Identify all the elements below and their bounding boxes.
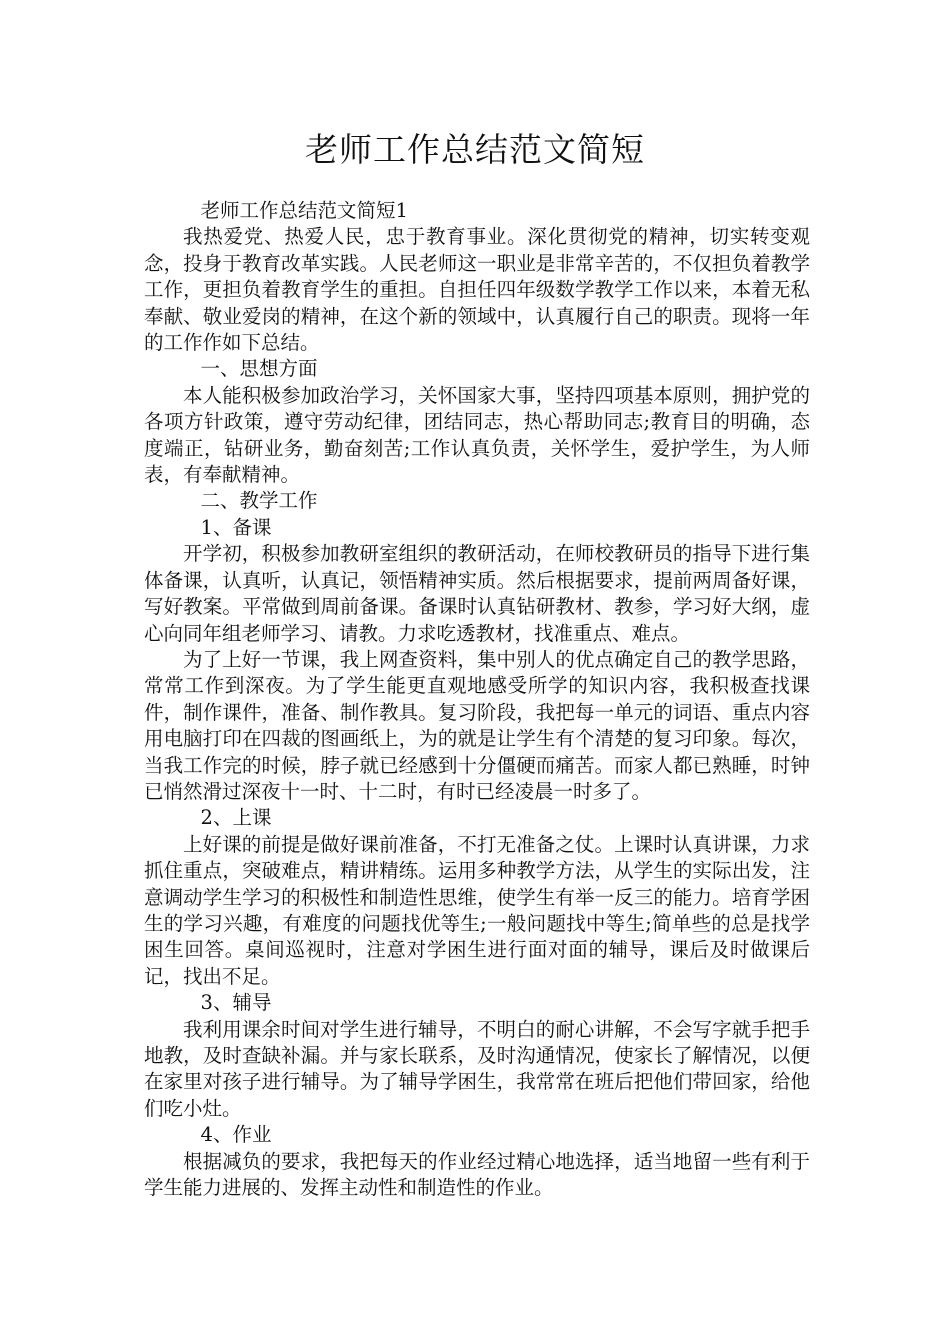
body-paragraph: 开学初，积极参加教研室组织的教研活动，在师校教研员的指导下进行集体备课，认真听，认真记，领悟精神实质。然后根据要求，提前两周备好课，写好教案。平常做到周前备课。备课时认真钻研教材、教参，学习好大纲，虚心向同年组老师学习、请教。力求吃透教材，找准重点、难点。 <box>144 542 810 645</box>
section-heading: 二、教学工作 <box>200 489 318 513</box>
body-paragraph: 根据减负的要求，我把每天的作业经过精心地选择，适当地留一些有利于学生能力进展的、发挥主动性和制造性的作业。 <box>144 1149 810 1200</box>
section-heading: 一、思想方面 <box>200 357 318 381</box>
paragraph-list <box>144 224 810 1201</box>
section-heading: 3、辅导 <box>200 991 272 1015</box>
section-subtitle: 老师工作总结范文简短1 <box>200 199 408 222</box>
section-heading: 1、备课 <box>200 515 272 539</box>
document-body <box>144 198 810 1201</box>
body-paragraph: 本人能积极参加政治学习，关怀国家大事，坚持四项基本原则，拥护党的各项方针政策，遵守劳动纪律，团结同志，热心帮助同志;教育目的明确，态度端正，钻研业务，勤奋刻苦;工作认真负责，关怀学生，爱护学生，为人师表，有奉献精神。 <box>144 383 810 487</box>
document-title: 老师工作总结范文简短 <box>305 130 645 169</box>
body-paragraph: 为了上好一节课，我上网查资料，集中别人的优点确定自己的教学思路，常常工作到深夜。为了学生能更直观地感受所学的知识内容，我积极查找课件，制作课件，准备、制作教具。复习阶段，我把每一单元的词语、重点内容用电脑打印在四裁的图画纸上，为的就是让学生有个清楚的复习印象。每次，当我工作完的时候，脖子就已经感到十分僵硬而痛苦。而家人都已熟睡，时钟已悄然滑过深夜十一时、十二时，有时已经凌晨一时多了。 <box>144 647 810 803</box>
body-paragraph: 我热爱党、热爱人民，忠于教育事业。深化贯彻党的精神，切实转变观念，投身于教育改革实践。人民老师这一职业是非常辛苦的，不仅担负着教学工作，更担负着教育学生的重担。自担任四年级数学教学工作以来，本着无私奉献、敬业爱岗的精神，在这个新的领域中，认真履行自己的职责。现将一年的工作作如下总结。 <box>144 225 810 355</box>
section-heading: 4、作业 <box>200 1123 272 1147</box>
body-paragraph: 我利用课余时间对学生进行辅导，不明白的耐心讲解，不会写字就手把手地教，及时查缺补漏。并与家长联系，及时沟通情况，使家长了解情况，以便在家里对孩子进行辅导。为了辅导学困生，我常常在班后把他们带回家，给他们吃小灶。 <box>144 1017 810 1120</box>
body-paragraph: 上好课的前提是做好课前准备，不打无准备之仗。上课时认真讲课，力求抓住重点，突破难点，精讲精练。运用多种教学方法，从学生的实际出发，注意调动学生学习的积极性和制造性思维，使学生有举一反三的能力。培育学困生的学习兴趣，有难度的问题找优等生;一般问题找中等生;简单些的总是找学困生回答。桌间巡视时，注意对学困生进行面对面的辅导，课后及时做课后记，找出不足。 <box>144 832 810 988</box>
section-heading: 2、上课 <box>200 806 272 830</box>
